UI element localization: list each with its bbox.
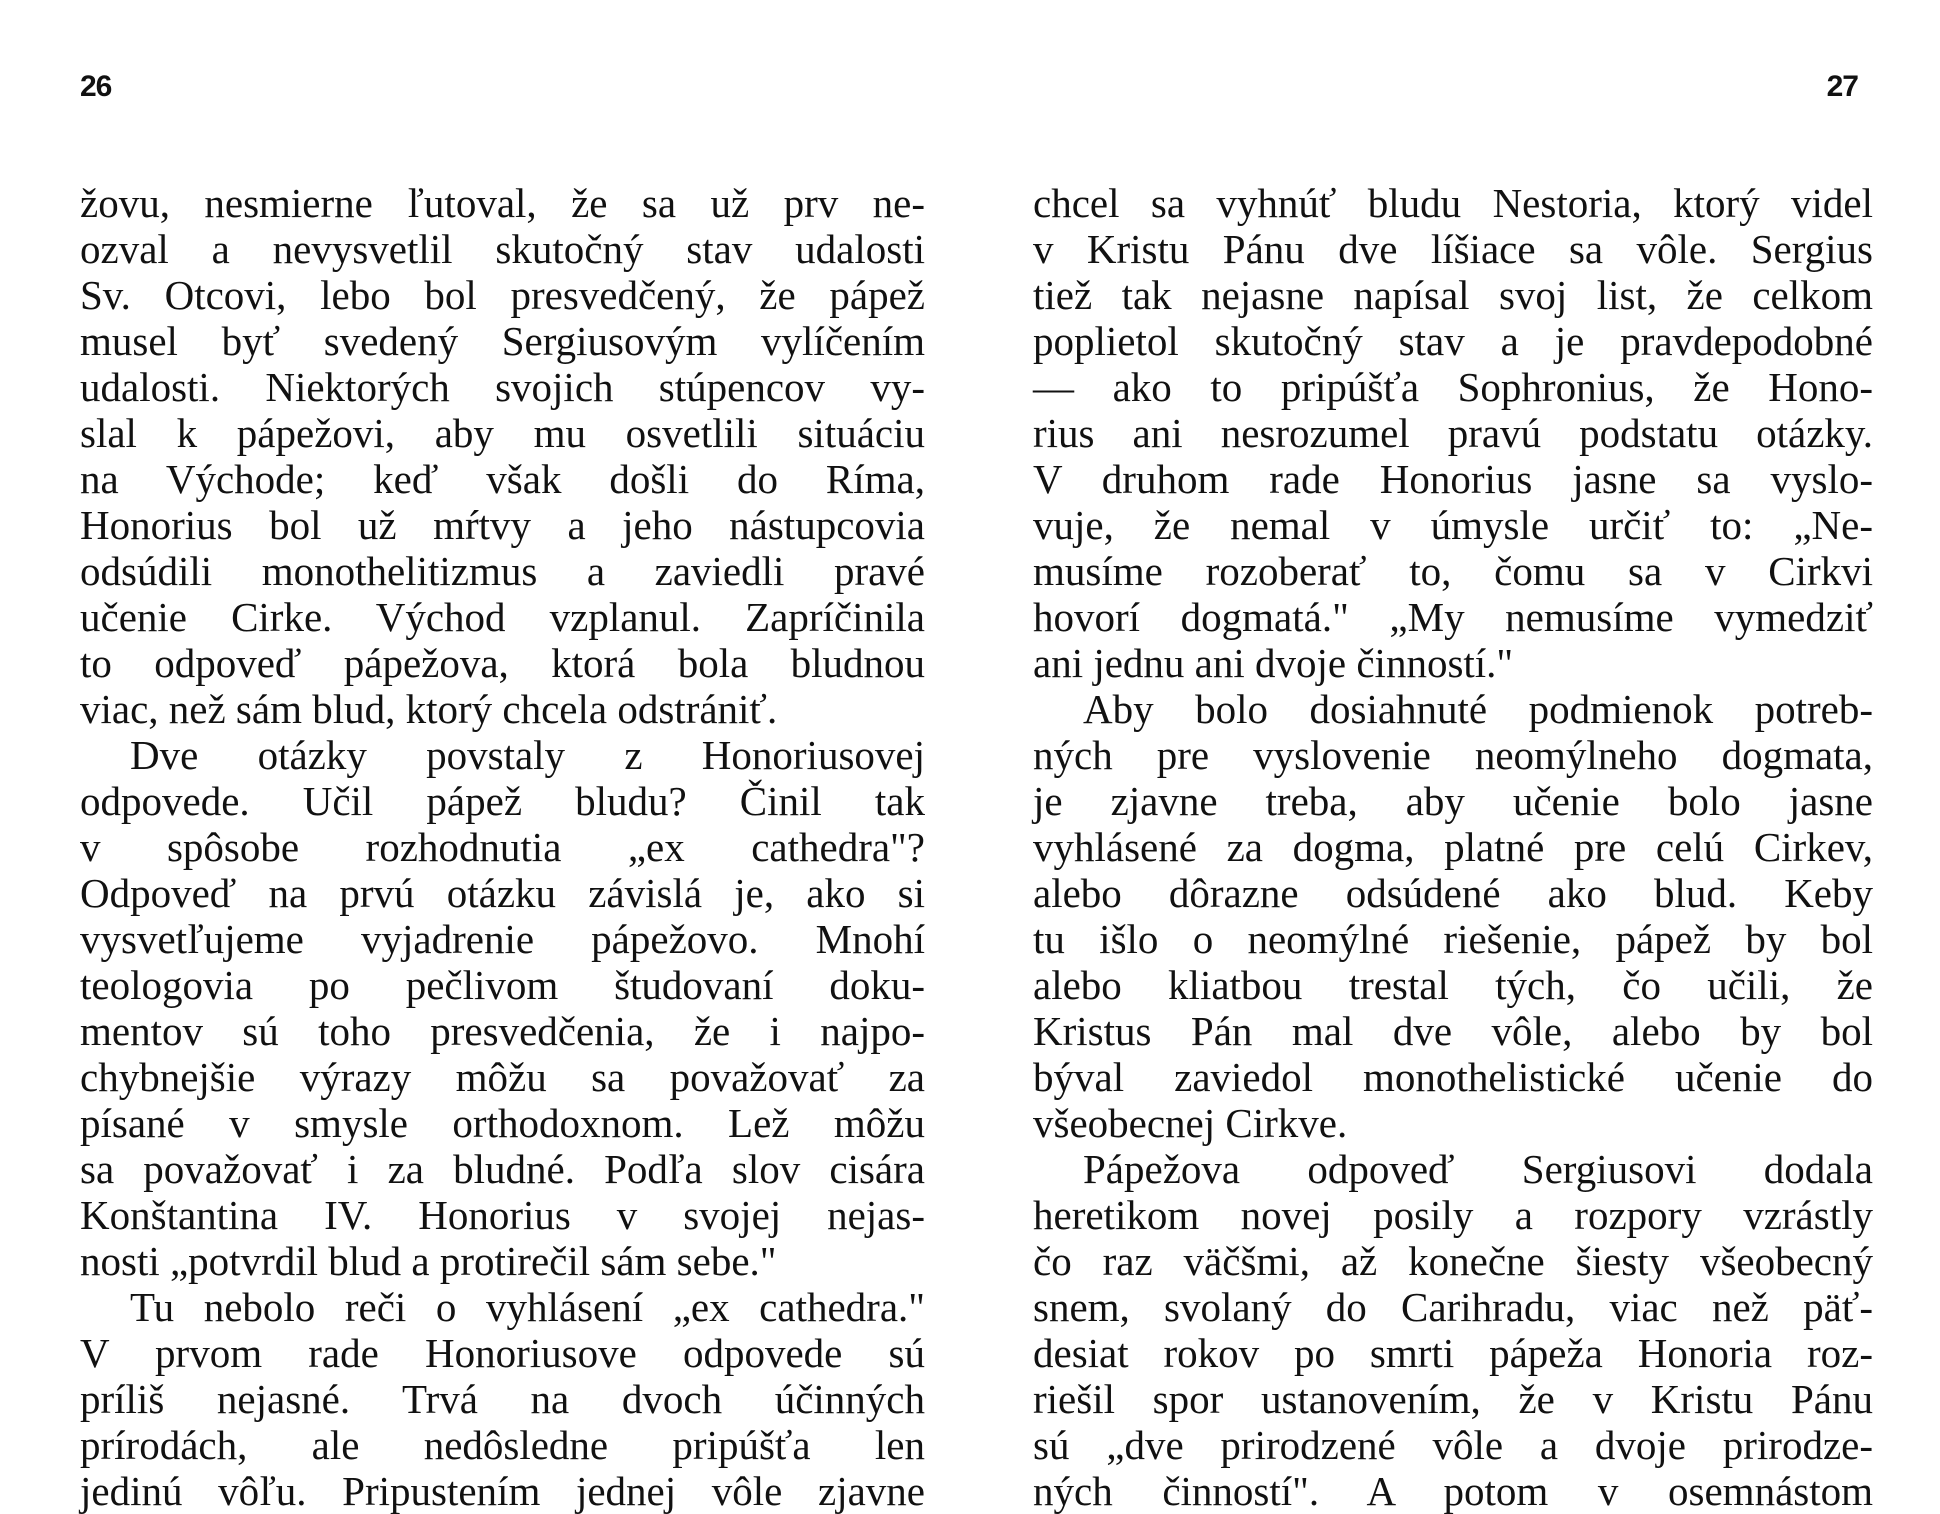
text-line: teologovia po pečlivom študovaní doku- xyxy=(80,962,925,1008)
text-line: Konštantina IV. Honorius v svojej nejas- xyxy=(80,1192,925,1238)
text-line: mentov sú toho presvedčenia, že i najpo- xyxy=(80,1008,925,1054)
text-line: viac, než sám blud, ktorý chcela odstrániť. xyxy=(80,686,778,732)
page-number-right: 27 xyxy=(1826,70,1858,103)
text-line: Pápežova odpoveď Sergiusovi dodala xyxy=(1083,1146,1873,1192)
text-line: desiat rokov po smrti pápeža Honoria roz- xyxy=(1033,1330,1873,1376)
text-line: — ako to pripúšťa Sophronius, že Hono- xyxy=(1033,364,1873,410)
text-line: je zjavne treba, aby učenie bolo jasne xyxy=(1033,778,1873,824)
text-line: chcel sa vyhnúť bludu Nestoria, ktorý videl xyxy=(1033,180,1873,226)
text-line: ozval a nevysvetlil skutočný stav udalosti xyxy=(80,226,925,272)
text-line: jedinú vôľu. Pripustením jednej vôle zjavne xyxy=(80,1468,925,1514)
text-line: Tu nebolo reči o vyhlásení „ex cathedra." xyxy=(130,1284,925,1330)
text-line: alebo kliatbou trestal tých, čo učili, že xyxy=(1033,962,1873,1008)
text-line: odpovede. Učil pápež bludu? Činil tak xyxy=(80,778,925,824)
text-line: v Kristu Pánu dve líšiace sa vôle. Sergius xyxy=(1033,226,1873,272)
text-line: Kristus Pán mal dve vôle, alebo by bol xyxy=(1033,1008,1873,1054)
text-line: snem, svolaný do Carihradu, viac než päť- xyxy=(1033,1284,1873,1330)
text-line: príliš nejasné. Trvá na dvoch účinných xyxy=(80,1376,925,1422)
left-page-text xyxy=(80,180,925,1514)
text-line: chybnejšie výrazy môžu sa považovať za xyxy=(80,1054,925,1100)
right-page xyxy=(970,0,1940,1514)
text-line: nosti „potvrdil blud a protirečil sám sebe." xyxy=(80,1238,777,1284)
page-number-left: 26 xyxy=(80,70,112,103)
text-line: ani jednu ani dvoje činností." xyxy=(1033,640,1514,686)
text-line: vyhlásené za dogma, platné pre celú Cirkev, xyxy=(1033,824,1873,870)
text-line: ných pre vyslovenie neomýlneho dogmata, xyxy=(1033,732,1873,778)
text-line: v spôsobe rozhodnutia „ex cathedra"? xyxy=(80,824,925,870)
text-line: tiež tak nejasne napísal svoj list, že celkom xyxy=(1033,272,1873,318)
text-line: Odpoveď na prvú otázku závislá je, ako si xyxy=(80,870,925,916)
text-line: sa považovať i za bludné. Podľa slov cisára xyxy=(80,1146,925,1192)
text-line: vuje, že nemal v úmysle určiť to: „Ne- xyxy=(1033,502,1873,548)
text-line: písané v smysle orthodoxnom. Lež môžu xyxy=(80,1100,925,1146)
text-line: Sv. Otcovi, lebo bol presvedčený, že pápež xyxy=(80,272,925,318)
right-page-text xyxy=(1033,180,1873,1514)
text-line: V prvom rade Honoriusove odpovede sú xyxy=(80,1330,925,1376)
text-line: Dve otázky povstaly z Honoriusovej xyxy=(130,732,925,778)
text-line: býval zaviedol monothelistické učenie do xyxy=(1033,1054,1873,1100)
text-line: V druhom rade Honorius jasne sa vyslo- xyxy=(1033,456,1873,502)
text-line: alebo dôrazne odsúdené ako blud. Keby xyxy=(1033,870,1873,916)
text-line: Honorius bol už mŕtvy a jeho nástupcovia xyxy=(80,502,925,548)
text-line: žovu, nesmierne ľutoval, že sa už prv ne- xyxy=(80,180,925,226)
text-line: musel byť svedený Sergiusovým vylíčením xyxy=(80,318,925,364)
text-line: heretikom novej posily a rozpory vzrástly xyxy=(1033,1192,1873,1238)
text-line: ných činností". A potom v osemnástom xyxy=(1033,1468,1873,1514)
text-line: odsúdili monothelitizmus a zaviedli pravé xyxy=(80,548,925,594)
text-line: vysvetľujeme vyjadrenie pápežovo. Mnohí xyxy=(80,916,925,962)
text-line: slal k pápežovi, aby mu osvetlili situáciu xyxy=(80,410,925,456)
text-line: musíme rozoberať to, čomu sa v Cirkvi xyxy=(1033,548,1873,594)
text-line: na Východe; keď však došli do Ríma, xyxy=(80,456,925,502)
text-line: Aby bolo dosiahnuté podmienok potreb- xyxy=(1083,686,1873,732)
text-line: rius ani nesrozumel pravú podstatu otázky. xyxy=(1033,410,1873,456)
text-line: tu išlo o neomýlné riešenie, pápež by bol xyxy=(1033,916,1873,962)
text-line: čo raz väčšmi, až konečne šiesty všeobecný xyxy=(1033,1238,1873,1284)
text-line: udalosti. Niektorých svojich stúpencov vy- xyxy=(80,364,925,410)
text-line: to odpoveď pápežova, ktorá bola bludnou xyxy=(80,640,925,686)
text-line: hovorí dogmatá." „My nemusíme vymedziť xyxy=(1033,594,1873,640)
text-line: poplietol skutočný stav a je pravdepodobné xyxy=(1033,318,1873,364)
text-line: riešil spor ustanovením, že v Kristu Pánu xyxy=(1033,1376,1873,1422)
text-line: učenie Cirke. Východ vzplanul. Zapríčinila xyxy=(80,594,925,640)
text-line: prírodách, ale nedôsledne pripúšťa len xyxy=(80,1422,925,1468)
text-line: všeobecnej Cirkve. xyxy=(1033,1100,1348,1146)
text-line: sú „dve prirodzené vôle a dvoje prirodze- xyxy=(1033,1422,1873,1468)
